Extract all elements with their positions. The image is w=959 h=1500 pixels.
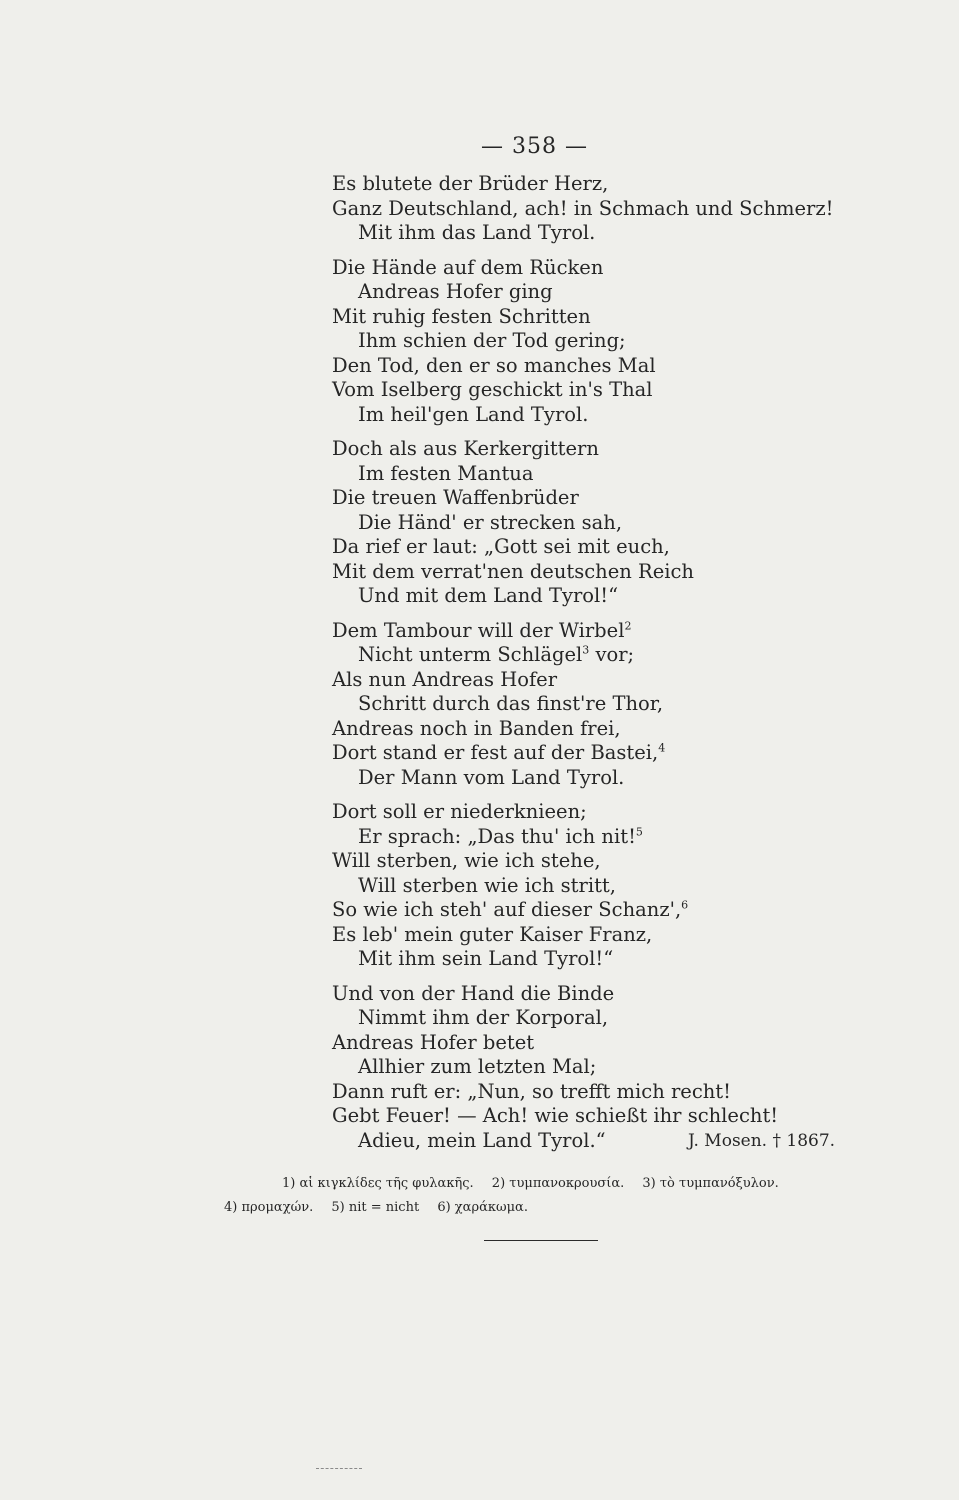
poem-line	[332, 305, 833, 330]
poem-line-text: Mit dem verrat'nen deutschen Reich	[332, 559, 694, 583]
stanza	[332, 981, 836, 1154]
poem-line	[332, 643, 833, 668]
poem-line-text: Er sprach: „Das thu' ich nit!	[358, 824, 636, 848]
poem-line-text: Und von der Hand die Binde	[332, 981, 615, 1005]
poem-line-text: Mit ruhig festen Schritten	[332, 304, 591, 328]
poem-line-text: Dort stand er fest auf der Bastei,	[332, 741, 659, 764]
poem-line	[332, 717, 833, 742]
poem	[332, 172, 836, 1163]
poem-line	[332, 280, 833, 305]
poem-line	[332, 1128, 836, 1154]
poem-line	[332, 378, 833, 403]
poem-line-text: Dann ruft er: „Nun, so trefft mich recht!	[332, 1079, 731, 1103]
poem-line	[332, 982, 833, 1007]
poem-line-tail: vor;	[589, 643, 635, 666]
poem-line-text: Gebt Feuer! — Ach! wie schießt ihr schlecht!	[332, 1104, 779, 1127]
poem-line	[332, 1006, 833, 1031]
poem-line	[332, 1104, 833, 1129]
poem-line-text: Nicht unterm Schlägel	[358, 643, 583, 666]
poem-line	[332, 874, 833, 899]
poem-line-text: Der Mann vom Land Tyrol.	[358, 765, 625, 789]
poem-line-text: Als nun Andreas Hofer	[332, 667, 558, 691]
poem-line-text: Vom Iselberg geschickt in's Thal	[332, 378, 653, 401]
poem-line	[332, 584, 833, 609]
poem-line-text: Da rief er laut: „Gott sei mit euch,	[332, 535, 670, 558]
footnote-marker: 3	[582, 643, 590, 657]
poem-line-text: Es blutete der Brüder Herz,	[332, 172, 609, 195]
poem-line-text: Die Händ' er strecken sah,	[358, 510, 623, 534]
poem-line-text: Ihm schien der Tod gering;	[358, 329, 626, 352]
poem-line-text: Andreas Hofer betet	[332, 1030, 535, 1054]
author-signature: J. Mosen. † 1867.	[688, 1130, 836, 1151]
stanza	[332, 172, 833, 246]
poem-line-text: Den Tod, den er so manches Mal	[332, 353, 656, 377]
poem-line	[332, 535, 833, 560]
poem-line	[332, 1080, 833, 1105]
poem-line-text: Doch als aus Kerkergittern	[332, 437, 599, 460]
stanza	[332, 437, 833, 609]
page-number: — 358 —	[481, 134, 588, 159]
poem-line	[332, 947, 833, 972]
poem-line-text: Andreas noch in Banden frei,	[332, 716, 621, 740]
footnote-marker: 4	[658, 741, 666, 755]
poem-line	[332, 923, 833, 948]
poem-line	[332, 560, 833, 585]
poem-line-text: Die treuen Waffenbrüder	[332, 486, 579, 509]
poem-line-text: Andreas Hofer ging	[358, 280, 553, 303]
poem-line	[332, 221, 833, 246]
poem-line	[332, 741, 833, 766]
poem-line-text: Dort soll er niederknieen;	[332, 800, 587, 823]
footnote-1: 1) αἱ κιγκλίδες τῆς φυλακῆς.	[282, 1176, 474, 1191]
poem-line-text: Will sterben wie ich stritt,	[358, 873, 616, 897]
poem-line	[332, 898, 833, 923]
poem-line	[332, 197, 833, 222]
poem-line-text: Die Hände auf dem Rücken	[332, 255, 604, 279]
footnote-line-2	[224, 1196, 793, 1220]
poem-line	[332, 403, 833, 428]
footnote-4: 4) προμαχών.	[224, 1200, 314, 1215]
poem-line-text: Will sterben, wie ich stehe,	[332, 849, 601, 872]
poem-line	[332, 256, 833, 281]
poem-line	[332, 172, 833, 197]
poem-line	[332, 825, 833, 850]
poem-line-text: Ganz Deutschland, ach! in Schmach und Schmerz!	[332, 196, 834, 220]
poem-line	[332, 849, 833, 874]
poem-line	[332, 1031, 833, 1056]
footnote-line-1	[224, 1172, 793, 1196]
poem-line-text: Dem Tambour will der Wirbel	[332, 618, 625, 642]
poem-line-text: Und mit dem Land Tyrol!“	[358, 584, 619, 607]
poem-line	[332, 766, 833, 791]
poem-line	[332, 1055, 833, 1080]
poem-line	[332, 462, 833, 487]
poem-line	[332, 511, 833, 536]
closing-rule	[484, 1240, 598, 1241]
stanza	[332, 619, 833, 791]
footnote-marker: 2	[624, 619, 632, 632]
poem-line	[332, 619, 833, 644]
footnote-6: 6) χαράκωμα.	[437, 1200, 528, 1215]
poem-line-text: So wie ich steh' auf dieser Schanz',	[332, 898, 682, 921]
poem-line-text: Es leb' mein guter Kaiser Franz,	[332, 922, 653, 946]
poem-line	[332, 486, 833, 511]
footnotes	[224, 1172, 793, 1220]
poem-line	[332, 692, 833, 717]
poem-line-text: Schritt durch das finst're Thor,	[358, 692, 664, 715]
poem-line	[332, 437, 833, 462]
scan-mark	[316, 1468, 362, 1469]
poem-line-text: Allhier zum letzten Mal;	[358, 1055, 597, 1078]
footnote-marker: 5	[635, 825, 643, 838]
poem-line	[332, 329, 833, 354]
poem-line-text: Mit ihm sein Land Tyrol!“	[358, 947, 614, 970]
footnote-2: 2) τυμπανοκρουσία.	[491, 1176, 625, 1191]
stanza	[332, 800, 833, 972]
stanza	[332, 256, 833, 428]
poem-line	[332, 800, 833, 825]
poem-line-text: Adieu, mein Land Tyrol.“	[358, 1128, 606, 1152]
poem-line-text: Im festen Mantua	[358, 461, 534, 485]
footnote-5: 5) nit = nicht	[331, 1200, 420, 1215]
poem-line	[332, 668, 833, 693]
footnote-marker: 6	[681, 898, 689, 912]
poem-line-text: Nimmt ihm der Korporal,	[358, 1006, 609, 1029]
poem-line-text: Mit ihm das Land Tyrol.	[358, 221, 596, 244]
poem-line	[332, 354, 833, 379]
footnote-3: 3) τὸ τυμπανόξυλον.	[642, 1176, 779, 1191]
poem-line-text: Im heil'gen Land Tyrol.	[358, 402, 589, 426]
